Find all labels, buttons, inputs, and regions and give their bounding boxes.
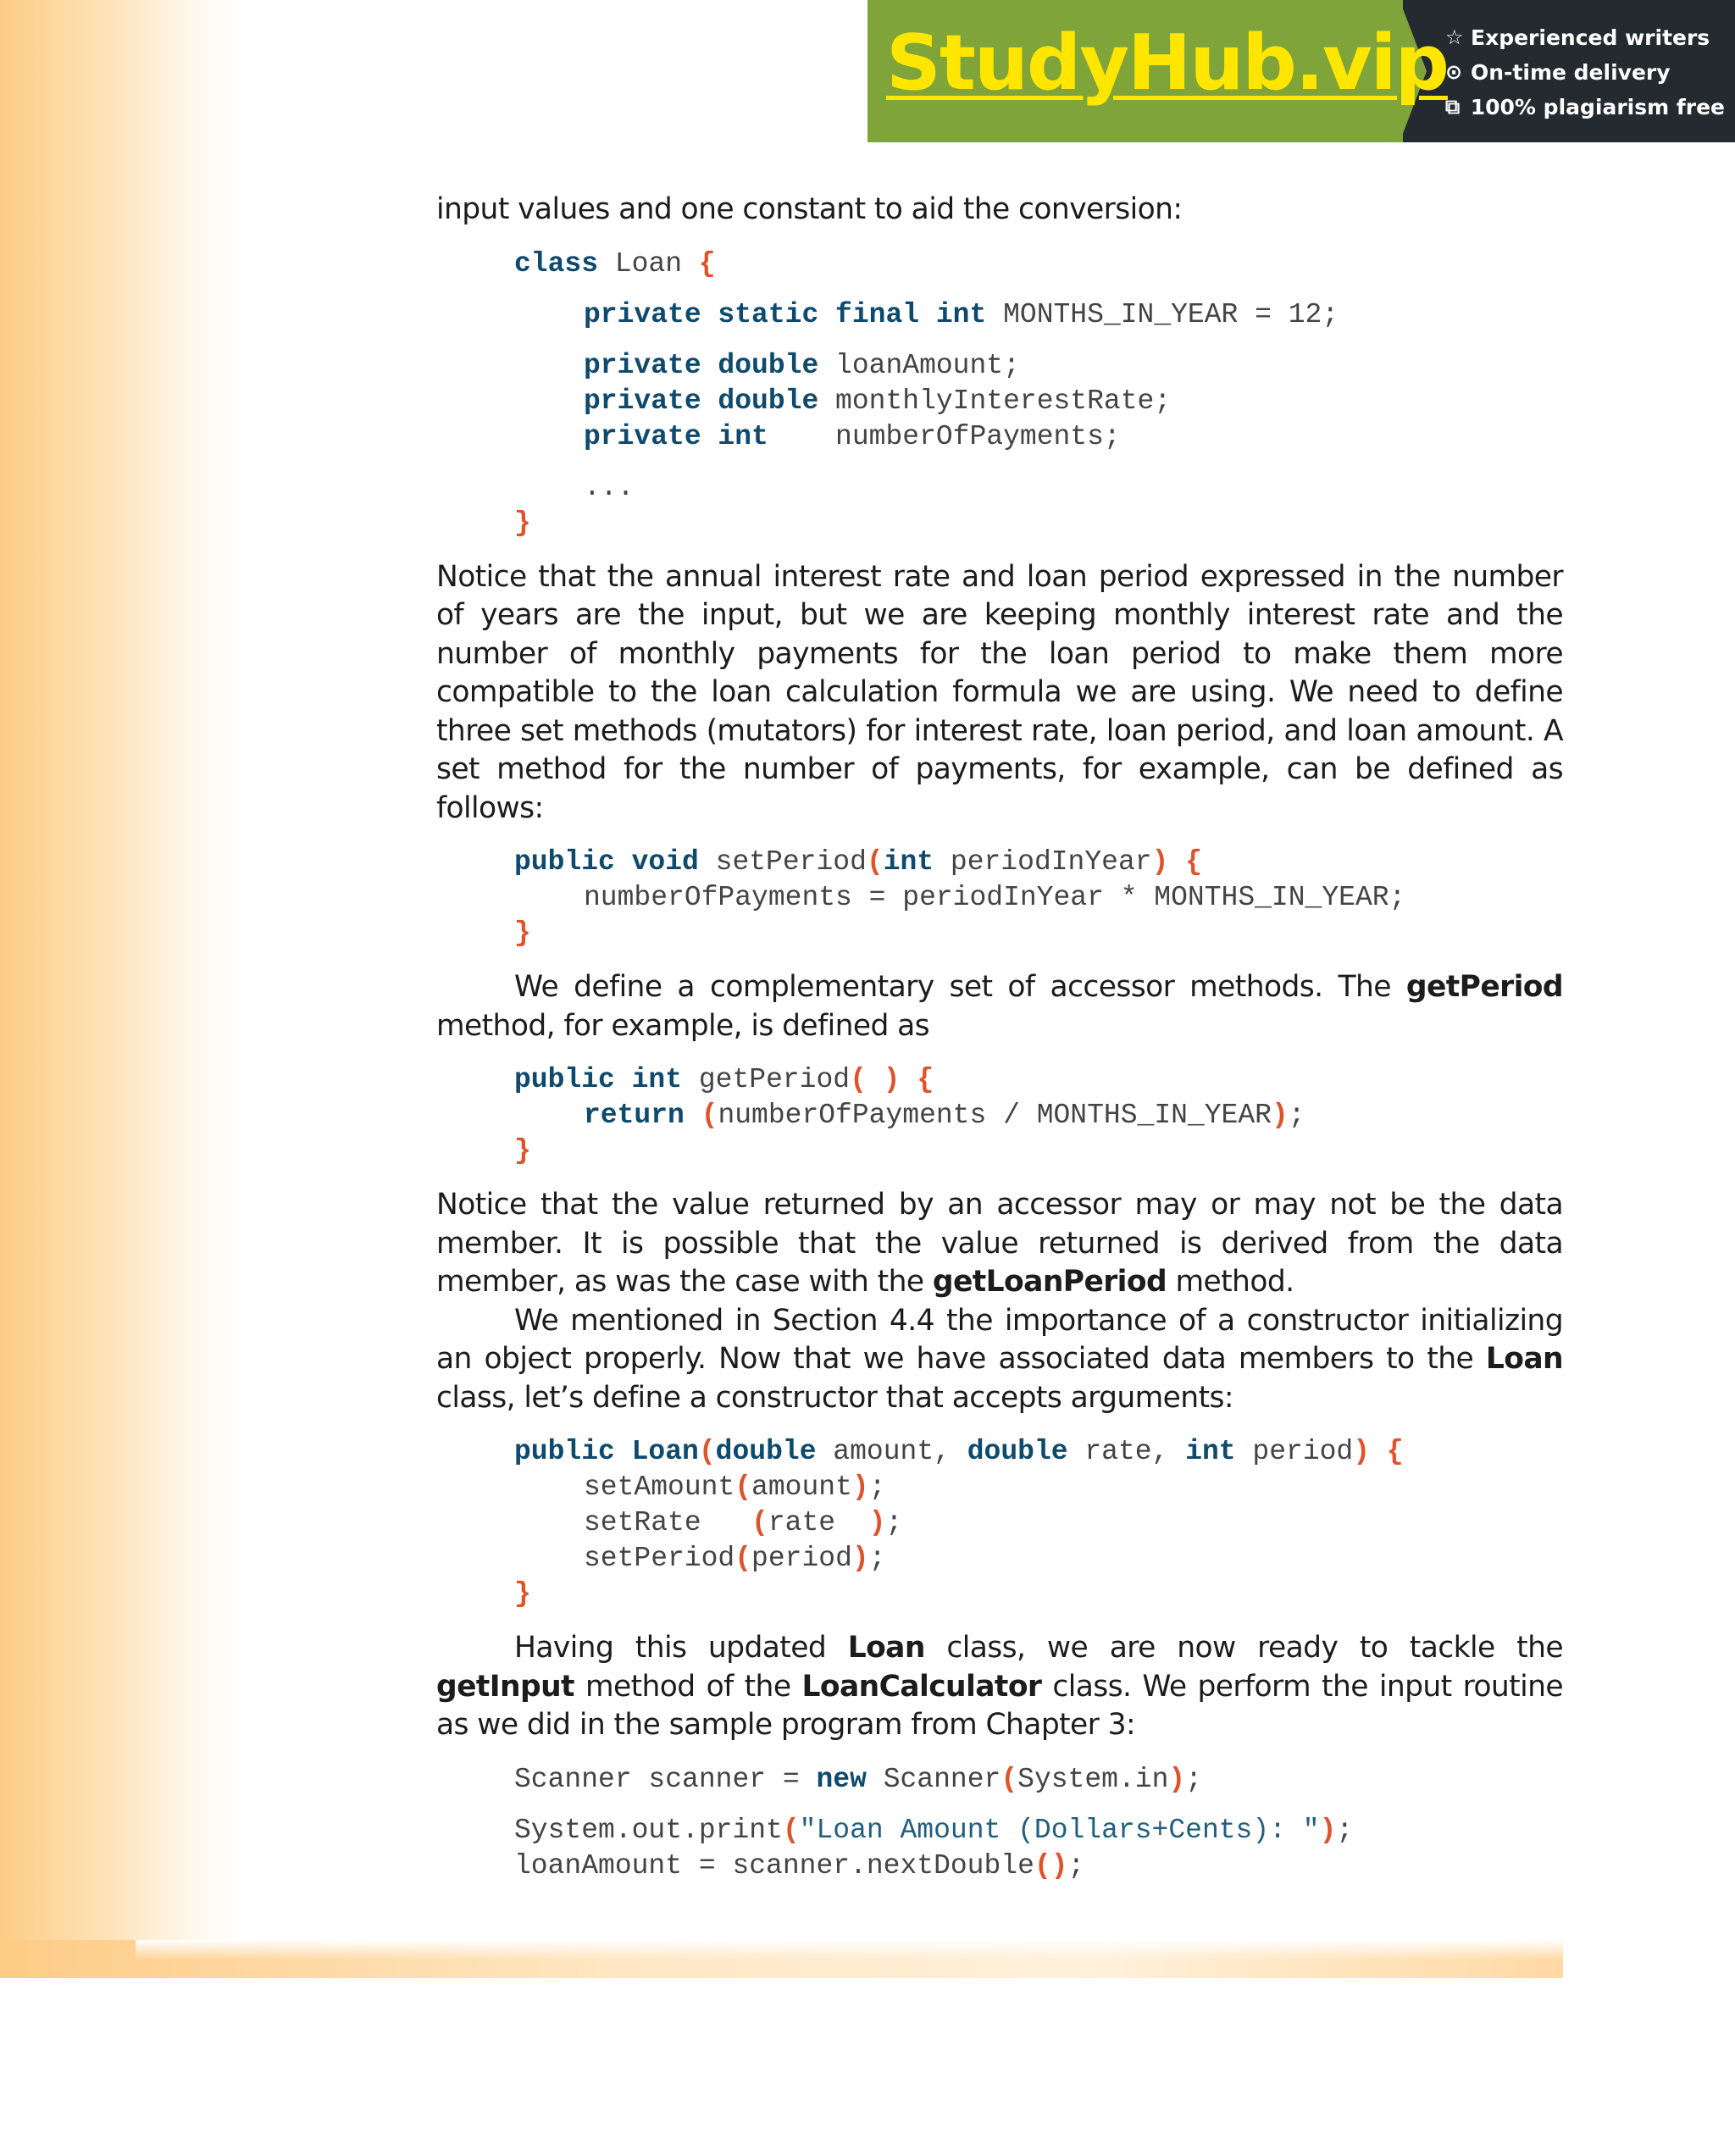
code-block-scanner-input: Scanner scanner = new Scanner(System.in); System.out.print("Loan Amount (Dollars+Cents): "); loanAmount = scanner.nextDouble(); <box>514 1763 1354 1882</box>
copy-icon: ⧉ <box>1445 95 1461 119</box>
feature-item: ⊙ On-time delivery <box>1445 55 1725 90</box>
page-margin-band <box>0 0 237 1978</box>
star-icon: ☆ <box>1445 25 1464 49</box>
feature-item: ⧉ 100% plagiarism free <box>1445 90 1725 125</box>
paragraph: We define a complementary set of accessor methods. The getPeriod method, for example, is defined as <box>436 970 1563 1043</box>
page-content <box>436 191 1563 1901</box>
feature-item: ☆ Experienced writers <box>1445 20 1725 55</box>
code-block-loan-constructor: public Loan(double amount, double rate, int period) { setAmount(amount); setRate (rate ); setPeriod(period); } <box>514 1436 1404 1610</box>
paragraph: Having this updated Loan class, we are now ready to tackle the getInput method of the LoanCalculator class. We perform the input routine as we did in the sample program from Chapter 3: <box>436 1631 1563 1742</box>
page-bottom-band-fade <box>136 1940 1563 1960</box>
promo-features <box>1445 20 1725 125</box>
paragraph: We mentioned in Section 4.4 the importance of a constructor initializing an object properly. Now that we have associated data members to the Loan class, let’s define a constructor that accepts arguments: <box>436 1303 1563 1415</box>
brand-logo[interactable]: StudyHub.vip <box>886 19 1448 108</box>
paragraph: Notice that the annual interest rate and loan period expressed in the number of years are the input, but we are keeping monthly interest rate and the number of monthly payments for the loan period to make them more compatible to the loan calculation formula we are using. We need to define three set methods (mutators) for interest rate, loan period, and loan amount. A set method for the number of payments, for example, can be defined as follows: <box>436 559 1563 825</box>
code-block-loan-class: class Loan { private static final int MONTHS_IN_YEAR = 12; private double loanAmount; private double monthlyInterestRate; private int numberOfPayments; ... } <box>514 247 1339 539</box>
clock-icon: ⊙ <box>1445 60 1463 84</box>
code-block-get-period: public int getPeriod( ) { return (numberOfPayments / MONTHS_IN_YEAR); } <box>514 1064 1305 1167</box>
paragraph: input values and one constant to aid the conversion: <box>436 192 1183 226</box>
code-block-set-period: public void setPeriod(int periodInYear) { numberOfPayments = periodInYear * MONTHS_IN_YEAR; } <box>514 846 1406 949</box>
paragraph: Notice that the value returned by an accessor may or may not be the data member. It is possible that the value returned is derived from the data member, as was the case with the getLoanPeriod method. <box>436 1188 1563 1299</box>
